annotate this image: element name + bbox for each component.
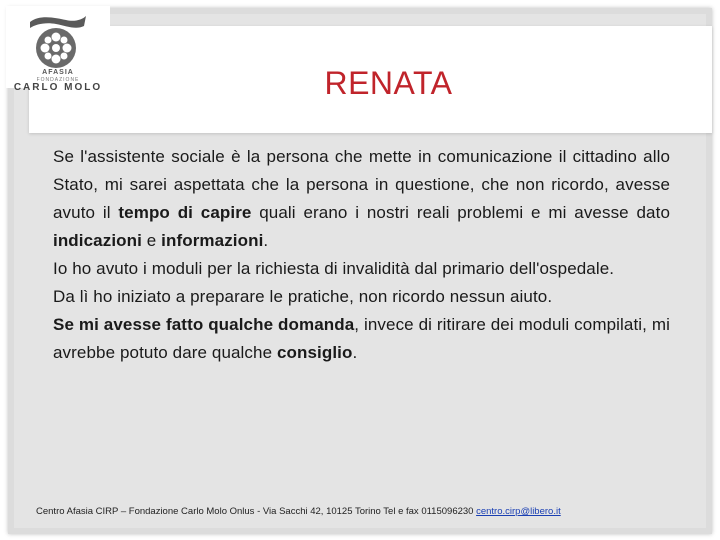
text-run: . <box>263 231 269 250</box>
paragraph <box>53 283 670 311</box>
emphasis-text: tempo di capire <box>118 203 252 222</box>
emphasis-text: Se mi avesse fatto qualche domanda <box>53 315 355 334</box>
afasia-logo <box>6 6 110 93</box>
text-run: Se l'assistente sociale è la persona che mette in comunicazione il cittadino allo Stato, mi sarei aspettata che la persona in questione, che non ricordo, avesse avuto il <box>53 147 670 222</box>
text-run: . <box>352 343 358 362</box>
footer <box>36 506 696 517</box>
text-run: e <box>141 231 162 250</box>
footer-email-link[interactable]: centro.cirp@libero.it <box>476 506 561 517</box>
footer-address: Centro Afasia CIRP – Fondazione Carlo Molo Onlus - Via Sacchi 42, 10125 Torino Tel e fax 0115096230 <box>36 506 477 517</box>
slide-title: RENATA <box>324 65 453 101</box>
logo-fondazione-text: FONDAZIONE <box>36 77 80 83</box>
testimony-text <box>53 143 670 367</box>
emphasis-text: informazioni <box>161 231 264 250</box>
logo-carlo-molo-text: CARLO MOLO <box>13 82 103 93</box>
text-run: quali erano i nostri reali problemi e mi avesse dato <box>251 203 670 222</box>
text-run: , invece di ritirare dei moduli compilati, mi avrebbe potuto dare qualche <box>53 315 670 362</box>
logo-afasia-text: AFASIA <box>42 69 74 76</box>
text-run: Da lì ho iniziato a preparare le pratiche, non ricordo nessun aiuto. <box>53 287 553 306</box>
text-run: Io ho avuto i moduli per la richiesta di invalidità dal primario dell'ospedale. <box>53 259 615 278</box>
paragraph <box>53 311 670 367</box>
paragraph <box>53 255 670 283</box>
title-bar <box>29 26 712 133</box>
film-reel-icon <box>26 12 90 70</box>
paragraph <box>53 143 670 255</box>
emphasis-text: indicazioni <box>53 231 142 250</box>
emphasis-text: consiglio <box>276 343 353 362</box>
